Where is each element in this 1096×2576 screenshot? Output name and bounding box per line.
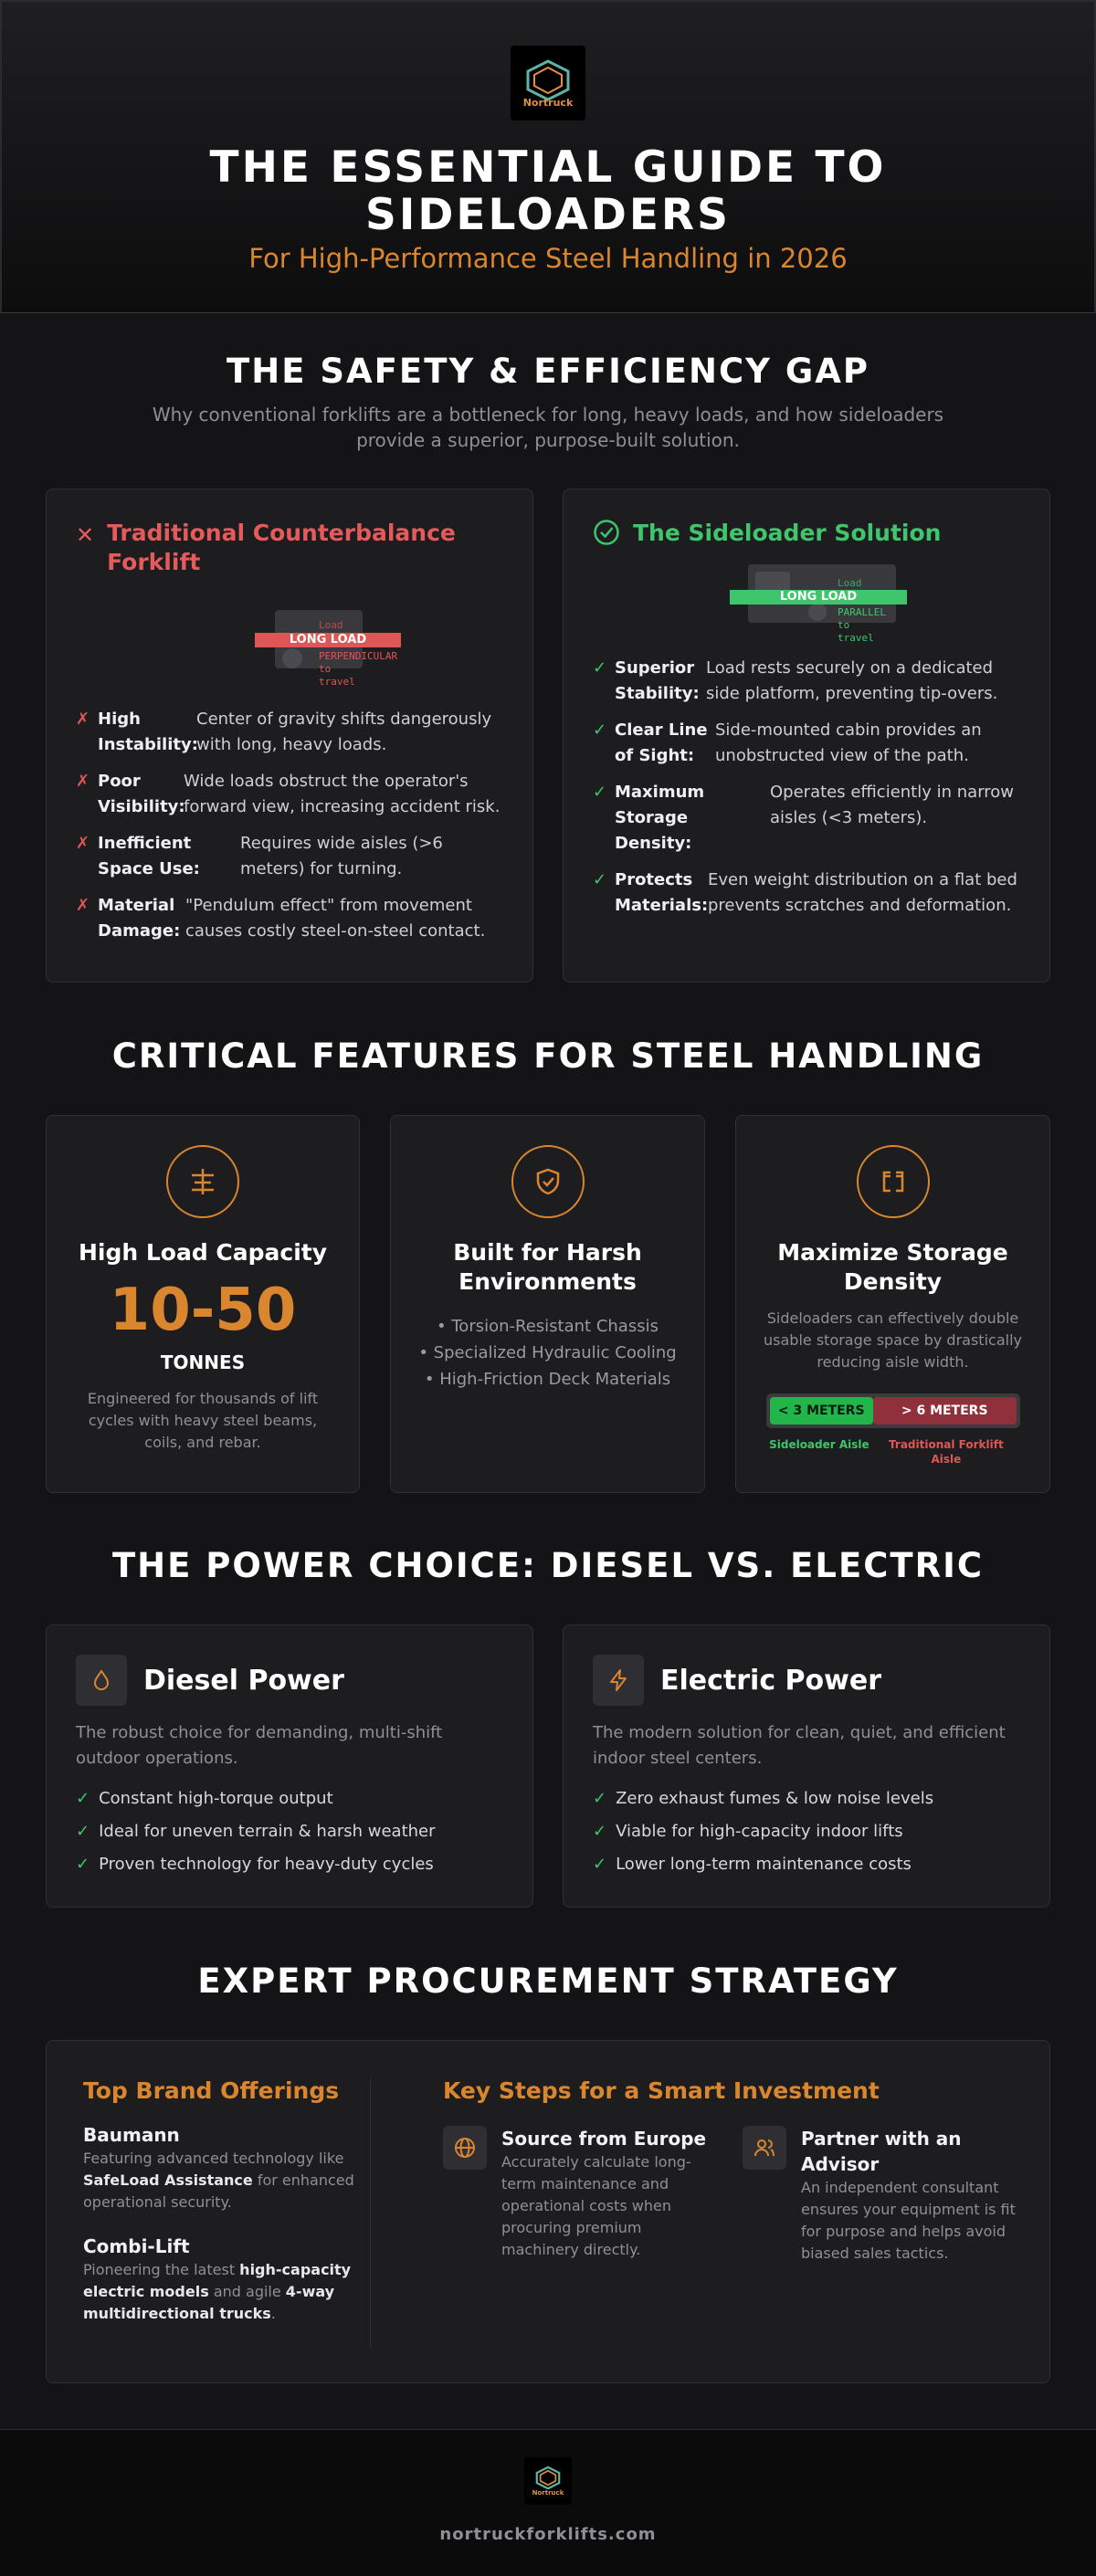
storage-density-card <box>735 1115 1050 1493</box>
droplet-icon <box>76 1655 127 1706</box>
long-load-bar: LONG LOAD <box>255 633 401 647</box>
traditional-title-row <box>76 519 503 577</box>
page-title <box>2 144 1094 239</box>
harsh-environments-card <box>390 1115 705 1493</box>
check-circle-icon <box>593 519 620 546</box>
item-text: Constant high-torque output <box>99 1789 333 1808</box>
diesel-description: The robust choice for demanding, multi-shift outdoor operations. <box>76 1723 443 1768</box>
users-icon <box>743 2126 786 2170</box>
sideloader-title: The Sideloader Solution <box>633 520 942 546</box>
step-europe-name: Source from Europe <box>501 2128 707 2150</box>
power-title: THE POWER CHOICE: DIESEL VS. ELECTRIC <box>111 1546 985 1585</box>
sideloader-solution-card <box>563 489 1050 983</box>
direction-line-1: PERPENDICULAR <box>319 650 398 662</box>
list-item <box>76 893 503 944</box>
item-label: Inefficient Space Use: <box>98 834 200 878</box>
step-source-europe <box>443 2126 717 2261</box>
check-icon: ✓ <box>593 870 607 889</box>
check-icon: ✓ <box>593 783 607 802</box>
globe-icon <box>443 2126 487 2170</box>
list-item <box>76 769 503 820</box>
list-item <box>76 707 503 758</box>
brand-offerings-title: Top Brand Offerings <box>83 2077 340 2104</box>
safety-gap-title: THE SAFETY & EFFICIENCY GAP <box>227 352 869 391</box>
diesel-title: Diesel Power <box>143 1664 344 1697</box>
item-text: "Pendulum effect" from movement causes costly steel-on-steel contact. <box>185 896 486 941</box>
traditional-forklift-card <box>46 489 533 983</box>
page-footer <box>0 2429 1096 2576</box>
title-line-2: SIDELOADERS <box>365 190 731 240</box>
capacity-value: 10-50 <box>109 1277 297 1344</box>
sideloader-aisle-label: Sideloader Aisle <box>769 1438 869 1451</box>
direction-line-2: to <box>838 619 850 631</box>
capacity-title: High Load Capacity <box>78 1239 328 1266</box>
step-europe-text: Accurately calculate long-term maintenance and operational costs when procuring premium machinery directly. <box>501 2153 691 2258</box>
list-item: • High-Friction Deck Materials <box>424 1370 671 1389</box>
item-label: Protects Materials: <box>615 870 709 915</box>
bold-run: 4-way multidirectional trucks <box>83 2283 335 2322</box>
sideloader-title-row <box>593 519 1020 548</box>
capacity-description: Engineered for thousands of lift cycles with heavy steel beams, coils, and rebar. <box>87 1390 319 1451</box>
item-label: Clear Line of Sight: <box>615 720 708 765</box>
item-text: Lower long-term maintenance costs <box>616 1855 912 1874</box>
aisle-icon <box>857 1145 930 1218</box>
footer-logo-wordmark: Nortruck <box>532 2489 564 2497</box>
load-label: Load <box>319 619 343 631</box>
item-label: Poor Visibility: <box>98 772 185 816</box>
check-icon: ✓ <box>593 720 607 740</box>
load-label: Load <box>838 577 862 589</box>
hexagon-logo-icon <box>534 2466 562 2489</box>
check-icon: ✓ <box>593 658 607 678</box>
bold-run: high-capacity electric models <box>83 2261 352 2300</box>
cross-icon: ✗ <box>76 896 90 915</box>
item-text: Wide loads obstruct the operator's forward view, increasing accident risk. <box>184 772 501 816</box>
step-advisor-name: Partner with an Advisor <box>801 2128 962 2175</box>
traditional-drawbacks-list <box>76 707 503 944</box>
title-line-1: THE ESSENTIAL GUIDE TO <box>209 142 887 193</box>
baumann-description <box>83 2148 357 2213</box>
item-text: Operates efficiently in narrow aisles (<3 meters). <box>770 783 1015 827</box>
combilift-description <box>83 2259 357 2325</box>
text-run: . <box>270 2305 276 2322</box>
cross-icon: ✗ <box>76 772 90 791</box>
forklift-wheel-shape <box>282 648 302 668</box>
text-run: and agile <box>208 2283 286 2300</box>
check-icon: ✓ <box>593 1822 607 1841</box>
list-item <box>593 656 1020 707</box>
capacity-icon <box>166 1145 239 1218</box>
check-icon: ✓ <box>76 1789 90 1808</box>
sideloader-aisle-segment: < 3 METERS <box>770 1397 873 1425</box>
electric-header <box>593 1655 1020 1706</box>
long-load-bar: LONG LOAD <box>730 590 907 605</box>
key-steps-title: Key Steps for a Smart Investment <box>443 2077 880 2104</box>
check-icon: ✓ <box>76 1855 90 1874</box>
item-label: Maximum Storage Density: <box>615 783 705 853</box>
direction-line-3: travel <box>838 632 874 644</box>
direction-label <box>838 606 886 645</box>
x-mark-icon: ✕ <box>76 522 95 548</box>
item-text: Zero exhaust fumes & low noise levels <box>616 1789 934 1808</box>
sideloader-wheel-shape <box>808 603 827 621</box>
list-item: • Torsion-Resistant Chassis <box>437 1317 659 1336</box>
item-text: Center of gravity shifts dangerously with long, heavy loads. <box>196 710 492 754</box>
procurement-card <box>46 2040 1050 2383</box>
check-icon: ✓ <box>593 1855 607 1874</box>
traditional-aisle-segment: > 6 METERS <box>873 1397 1017 1425</box>
cross-icon: ✗ <box>76 710 90 729</box>
direction-line-3: travel <box>319 676 355 688</box>
procurement-title: EXPERT PROCUREMENT STRATEGY <box>197 1961 899 2001</box>
electric-features-list <box>593 1782 1020 1881</box>
key-steps-column <box>443 2077 1028 2104</box>
density-description: Sideloaders can effectively double usable storage space by drastically reducing aisle width. <box>764 1309 1022 1371</box>
text-run: Featuring advanced technology like <box>83 2150 344 2167</box>
hero-header <box>0 0 1096 313</box>
list-item <box>593 867 1020 919</box>
traditional-aisle-label: Traditional Forklift Aisle <box>889 1438 1004 1466</box>
lightning-icon <box>593 1655 644 1706</box>
item-label: High Instability: <box>98 710 198 754</box>
text-run: Pioneering the latest <box>83 2261 240 2278</box>
density-title: Maximize Storage Density <box>777 1239 1008 1295</box>
brand-offerings-column <box>83 2077 357 2325</box>
step-partner-advisor <box>743 2126 1017 2265</box>
page-subtitle: For High-Performance Steel Handling in 2026 <box>248 243 848 274</box>
list-item <box>593 1782 1020 1815</box>
item-text: Proven technology for heavy-duty cycles <box>99 1855 434 1874</box>
list-item <box>593 718 1020 769</box>
bold-run: SafeLoad Assistance <box>83 2171 253 2189</box>
perpendicular-load-diagram <box>76 584 503 687</box>
list-item: • Specialized Hydraulic Cooling <box>418 1343 677 1362</box>
column-divider <box>370 2077 371 2348</box>
list-item <box>76 1848 503 1881</box>
list-item <box>76 1782 503 1815</box>
cross-icon: ✗ <box>76 834 90 853</box>
diesel-power-card <box>46 1624 533 1908</box>
combilift-name: Combi-Lift <box>83 2235 190 2257</box>
text-run: for enhanced operational security. <box>83 2171 354 2211</box>
traditional-title: Traditional Counterbalance Forklift <box>107 520 456 575</box>
features-title: CRITICAL FEATURES FOR STEEL HANDLING <box>111 1036 985 1076</box>
check-icon: ✓ <box>76 1822 90 1841</box>
item-label: Material Damage: <box>98 896 181 941</box>
step-advisor-text: An independent consultant ensures your equipment is fit for purpose and helps avoid biased sales tactics. <box>801 2179 1016 2262</box>
aisle-bar-labels <box>766 1437 1020 1467</box>
shield-check-icon <box>511 1145 585 1218</box>
list-item <box>593 1848 1020 1881</box>
item-text: Requires wide aisles (>6 meters) for turning. <box>240 834 443 878</box>
capacity-unit: TONNES <box>160 1351 246 1373</box>
check-icon: ✓ <box>593 1789 607 1808</box>
footer-logo <box>524 2457 572 2505</box>
diesel-features-list <box>76 1782 503 1881</box>
hexagon-logo-icon <box>523 58 573 100</box>
item-label: Superior Stability: <box>615 658 700 703</box>
electric-description: The modern solution for clean, quiet, and efficient indoor steel centers. <box>593 1723 1006 1768</box>
direction-label <box>319 650 397 689</box>
electric-title: Electric Power <box>660 1664 882 1697</box>
brand-logo <box>511 46 585 121</box>
list-item <box>76 1815 503 1848</box>
list-item <box>593 780 1020 857</box>
load-capacity-card <box>46 1115 360 1493</box>
harsh-title: Built for Harsh Environments <box>453 1239 642 1295</box>
item-text: Viable for high-capacity indoor lifts <box>616 1822 903 1841</box>
list-item <box>76 831 503 882</box>
item-text: Side-mounted cabin provides an unobstructed view of the path. <box>715 720 982 765</box>
electric-power-card <box>563 1624 1050 1908</box>
item-text: Even weight distribution on a flat bed prevents scratches and deformation. <box>708 870 1017 915</box>
direction-line-1: PARALLEL <box>838 606 886 618</box>
item-text: Load rests securely on a dedicated side platform, preventing tip-overs. <box>706 658 998 703</box>
safety-gap-description: Why conventional forklifts are a bottleneck for long, heavy loads, and how sideloaders provide a superior, purpose-built solution. <box>152 404 944 451</box>
baumann-name: Baumann <box>83 2124 180 2146</box>
sideloader-benefits-list <box>593 656 1020 919</box>
direction-line-2: to <box>319 663 332 675</box>
logo-wordmark: Nortruck <box>522 96 574 109</box>
aisle-width-bar <box>766 1393 1020 1428</box>
item-text: Ideal for uneven terrain & harsh weather <box>99 1822 436 1841</box>
harsh-bullets <box>416 1313 679 1393</box>
parallel-load-diagram <box>593 555 1020 657</box>
diesel-header <box>76 1655 503 1706</box>
list-item <box>593 1815 1020 1848</box>
website-link[interactable]: nortruckforklifts.com <box>439 2525 657 2544</box>
